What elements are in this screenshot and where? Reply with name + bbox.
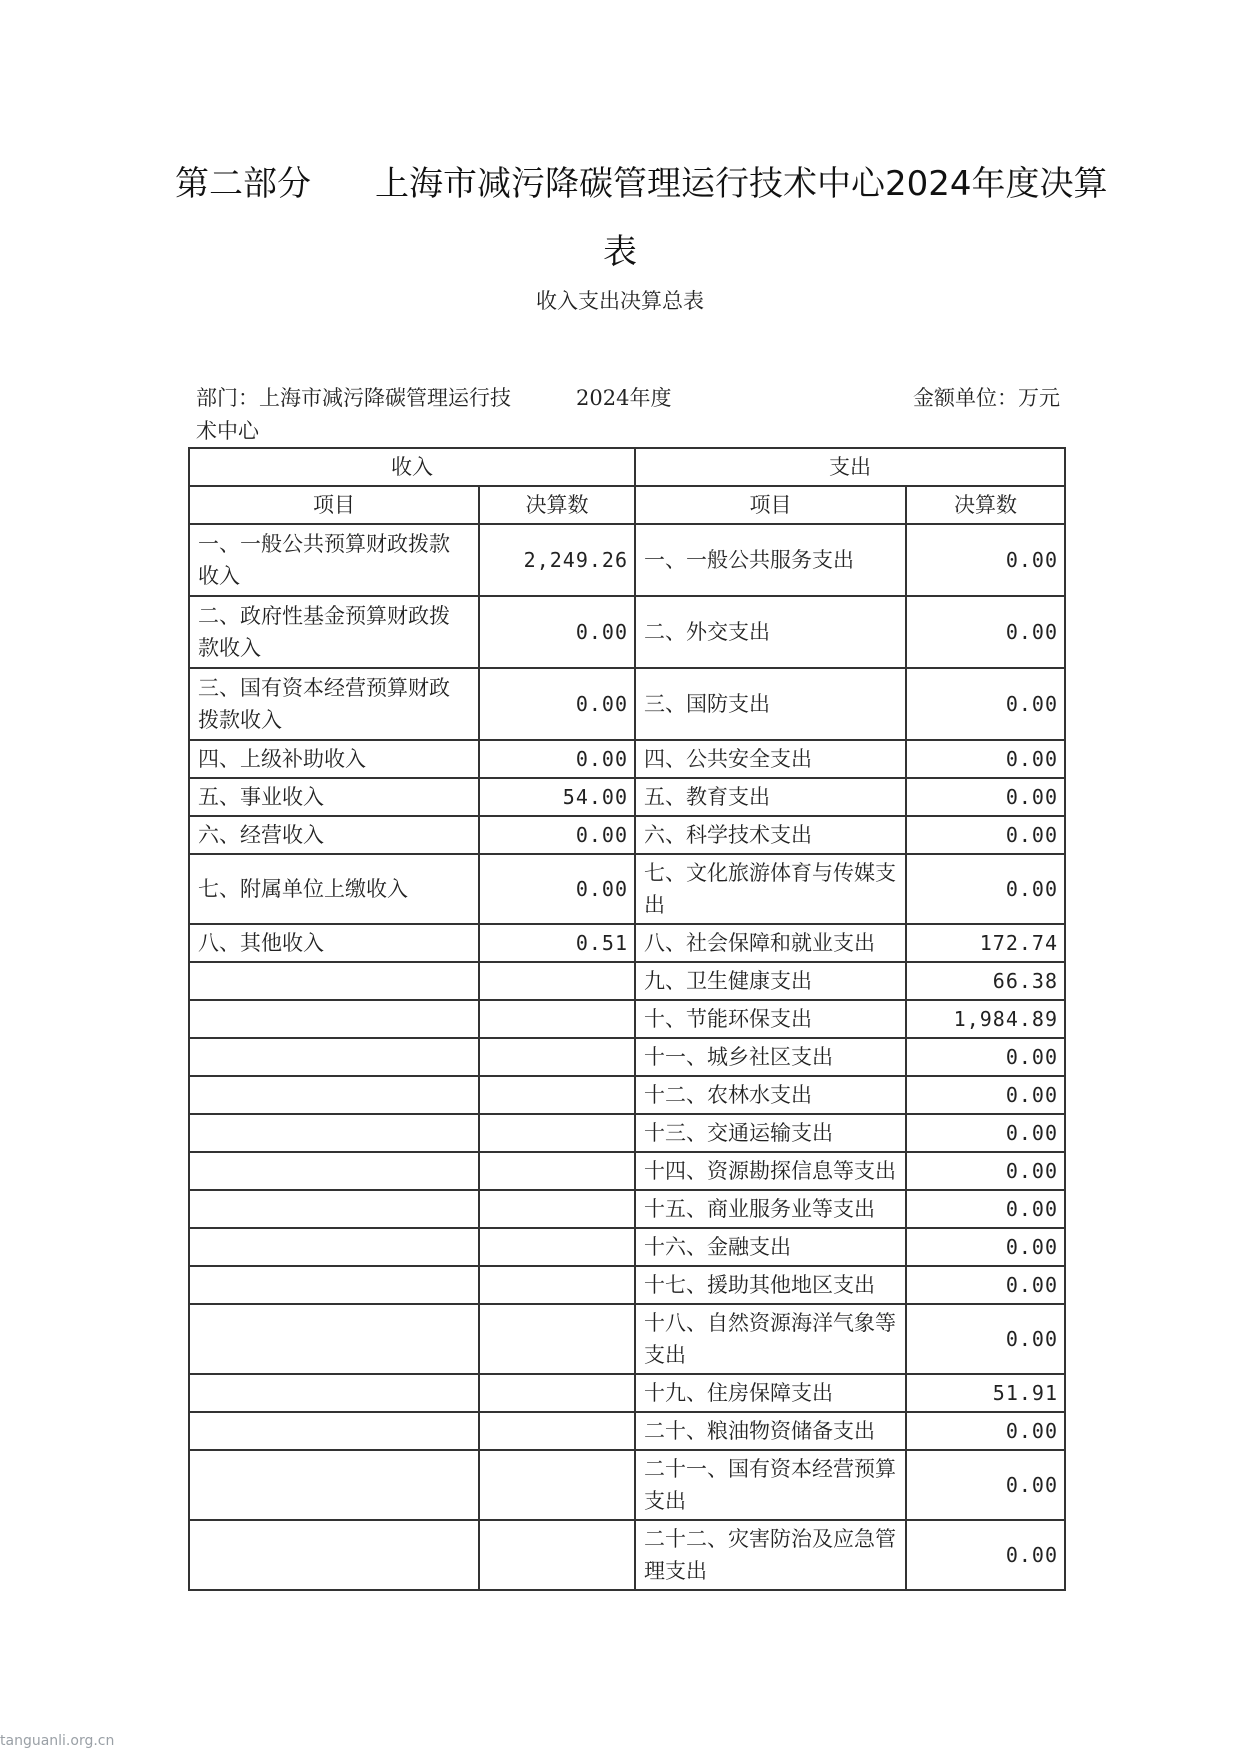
income-amount-cell bbox=[479, 1266, 635, 1304]
table-row bbox=[189, 668, 1065, 740]
income-item-cell: 五、事业收入 bbox=[189, 778, 479, 816]
income-item-cell bbox=[189, 1520, 479, 1590]
income-item-cell bbox=[189, 1152, 479, 1190]
income-expense-table bbox=[188, 447, 1066, 1591]
table-row bbox=[189, 1520, 1065, 1590]
expense-amount-cell: 0.00 bbox=[906, 1450, 1065, 1520]
income-item-cell: 六、经营收入 bbox=[189, 816, 479, 854]
table-row bbox=[189, 1152, 1065, 1190]
expense-item-cell: 二十、粮油物资储备支出 bbox=[635, 1412, 906, 1450]
expense-amount-cell: 0.00 bbox=[906, 1304, 1065, 1374]
table-row bbox=[189, 1038, 1065, 1076]
income-amount-cell bbox=[479, 1450, 635, 1520]
income-item-cell bbox=[189, 1412, 479, 1450]
income-item-cell: 四、上级补助收入 bbox=[189, 740, 479, 778]
expense-amount-cell: 1,984.89 bbox=[906, 1000, 1065, 1038]
income-item-cell bbox=[189, 1076, 479, 1114]
income-amount-cell bbox=[479, 1000, 635, 1038]
expense-item-cell: 十九、住房保障支出 bbox=[635, 1374, 906, 1412]
expense-amount-cell: 0.00 bbox=[906, 1038, 1065, 1076]
table-row bbox=[189, 1412, 1065, 1450]
income-amount-cell bbox=[479, 962, 635, 1000]
table-row bbox=[189, 1450, 1065, 1520]
income-amount-cell bbox=[479, 1520, 635, 1590]
table-row bbox=[189, 1000, 1065, 1038]
income-amount-header: 决算数 bbox=[479, 486, 635, 524]
expense-amount-cell: 0.00 bbox=[906, 1412, 1065, 1450]
page-title-continued: 表 bbox=[603, 232, 637, 272]
expense-item-cell: 二、外交支出 bbox=[635, 596, 906, 668]
expense-item-cell: 三、国防支出 bbox=[635, 668, 906, 740]
expense-amount-cell: 0.00 bbox=[906, 1152, 1065, 1190]
expense-item-cell: 五、教育支出 bbox=[635, 778, 906, 816]
income-item-cell bbox=[189, 1190, 479, 1228]
income-amount-cell: 0.00 bbox=[479, 854, 635, 924]
table-subtitle: 收入支出决算总表 bbox=[536, 289, 704, 313]
expense-amount-cell: 0.00 bbox=[906, 1228, 1065, 1266]
income-amount-cell bbox=[479, 1190, 635, 1228]
expense-item-cell: 八、社会保障和就业支出 bbox=[635, 924, 906, 962]
table-row bbox=[189, 854, 1065, 924]
expense-amount-cell: 0.00 bbox=[906, 740, 1065, 778]
expense-item-cell: 十五、商业服务业等支出 bbox=[635, 1190, 906, 1228]
income-amount-cell: 0.51 bbox=[479, 924, 635, 962]
income-item-cell: 八、其他收入 bbox=[189, 924, 479, 962]
expense-item-cell: 二十二、灾害防治及应急管理支出 bbox=[635, 1520, 906, 1590]
table-row bbox=[189, 1114, 1065, 1152]
table-row bbox=[189, 1190, 1065, 1228]
income-item-cell bbox=[189, 962, 479, 1000]
table-row bbox=[189, 816, 1065, 854]
income-amount-cell bbox=[479, 1038, 635, 1076]
expense-amount-cell: 0.00 bbox=[906, 816, 1065, 854]
income-amount-cell bbox=[479, 1412, 635, 1450]
expense-item-cell: 十七、援助其他地区支出 bbox=[635, 1266, 906, 1304]
expense-amount-cell: 0.00 bbox=[906, 1266, 1065, 1304]
table-row bbox=[189, 1304, 1065, 1374]
income-amount-cell bbox=[479, 1152, 635, 1190]
expense-item-cell: 十六、金融支出 bbox=[635, 1228, 906, 1266]
income-item-cell bbox=[189, 1374, 479, 1412]
expense-item-cell: 十一、城乡社区支出 bbox=[635, 1038, 906, 1076]
income-amount-cell: 0.00 bbox=[479, 596, 635, 668]
income-amount-cell bbox=[479, 1374, 635, 1412]
table-row bbox=[189, 740, 1065, 778]
expense-amount-cell: 0.00 bbox=[906, 668, 1065, 740]
table-row bbox=[189, 778, 1065, 816]
expense-amount-cell: 0.00 bbox=[906, 854, 1065, 924]
income-item-cell bbox=[189, 1038, 479, 1076]
table-row bbox=[189, 596, 1065, 668]
income-amount-cell bbox=[479, 1076, 635, 1114]
expense-item-cell: 一、一般公共服务支出 bbox=[635, 524, 906, 596]
expense-amount-cell: 0.00 bbox=[906, 524, 1065, 596]
table-row bbox=[189, 524, 1065, 596]
income-amount-cell: 0.00 bbox=[479, 668, 635, 740]
expense-item-cell: 七、文化旅游体育与传媒支出 bbox=[635, 854, 906, 924]
income-amount-cell bbox=[479, 1114, 635, 1152]
income-item-cell bbox=[189, 1450, 479, 1520]
expense-amount-cell: 0.00 bbox=[906, 1520, 1065, 1590]
table-body bbox=[189, 524, 1065, 1590]
expense-amount-cell: 51.91 bbox=[906, 1374, 1065, 1412]
title-part: 第二部分 bbox=[175, 164, 311, 204]
income-amount-cell: 0.00 bbox=[479, 740, 635, 778]
table-row bbox=[189, 1076, 1065, 1114]
income-item-header: 项目 bbox=[189, 486, 479, 524]
income-item-cell: 二、政府性基金预算财政拨款收入 bbox=[189, 596, 479, 668]
expense-amount-cell: 172.74 bbox=[906, 924, 1065, 962]
expense-item-header: 项目 bbox=[635, 486, 906, 524]
expense-amount-header: 决算数 bbox=[906, 486, 1065, 524]
fiscal-year: 2024年度 bbox=[576, 386, 672, 410]
expense-item-cell: 十四、资源勘探信息等支出 bbox=[635, 1152, 906, 1190]
expense-amount-cell: 66.38 bbox=[906, 962, 1065, 1000]
income-amount-cell bbox=[479, 1228, 635, 1266]
expense-header: 支出 bbox=[635, 448, 1065, 486]
table-row bbox=[189, 1374, 1065, 1412]
income-item-cell bbox=[189, 1114, 479, 1152]
income-item-cell bbox=[189, 1228, 479, 1266]
expense-amount-cell: 0.00 bbox=[906, 596, 1065, 668]
expense-item-cell: 四、公共安全支出 bbox=[635, 740, 906, 778]
income-item-cell: 三、国有资本经营预算财政拨款收入 bbox=[189, 668, 479, 740]
watermark: tanguanli.org.cn bbox=[0, 1733, 115, 1749]
table-row bbox=[189, 962, 1065, 1000]
income-header: 收入 bbox=[189, 448, 635, 486]
expense-item-cell: 九、卫生健康支出 bbox=[635, 962, 906, 1000]
page-title bbox=[175, 150, 1108, 218]
income-amount-cell: 54.00 bbox=[479, 778, 635, 816]
income-item-cell: 七、附属单位上缴收入 bbox=[189, 854, 479, 924]
expense-amount-cell: 0.00 bbox=[906, 1076, 1065, 1114]
department-label: 部门：上海市减污降碳管理运行技术中心 bbox=[196, 386, 511, 443]
amount-unit: 金额单位：万元 bbox=[913, 386, 1060, 410]
table-row bbox=[189, 1228, 1065, 1266]
income-item-cell bbox=[189, 1266, 479, 1304]
expense-item-cell: 六、科学技术支出 bbox=[635, 816, 906, 854]
expense-amount-cell: 0.00 bbox=[906, 1190, 1065, 1228]
expense-item-cell: 十三、交通运输支出 bbox=[635, 1114, 906, 1152]
expense-amount-cell: 0.00 bbox=[906, 1114, 1065, 1152]
expense-item-cell: 十、节能环保支出 bbox=[635, 1000, 906, 1038]
income-amount-cell bbox=[479, 1304, 635, 1374]
title-main: 上海市减污降碳管理运行技术中心2024年度决算 bbox=[375, 164, 1108, 204]
table-row bbox=[189, 1266, 1065, 1304]
expense-item-cell: 十二、农林水支出 bbox=[635, 1076, 906, 1114]
expense-item-cell: 十八、自然资源海洋气象等支出 bbox=[635, 1304, 906, 1374]
expense-amount-cell: 0.00 bbox=[906, 778, 1065, 816]
income-item-cell bbox=[189, 1000, 479, 1038]
income-amount-cell: 2,249.26 bbox=[479, 524, 635, 596]
income-item-cell bbox=[189, 1304, 479, 1374]
expense-item-cell: 二十一、国有资本经营预算支出 bbox=[635, 1450, 906, 1520]
income-item-cell: 一、一般公共预算财政拨款收入 bbox=[189, 524, 479, 596]
income-amount-cell: 0.00 bbox=[479, 816, 635, 854]
table-row bbox=[189, 924, 1065, 962]
